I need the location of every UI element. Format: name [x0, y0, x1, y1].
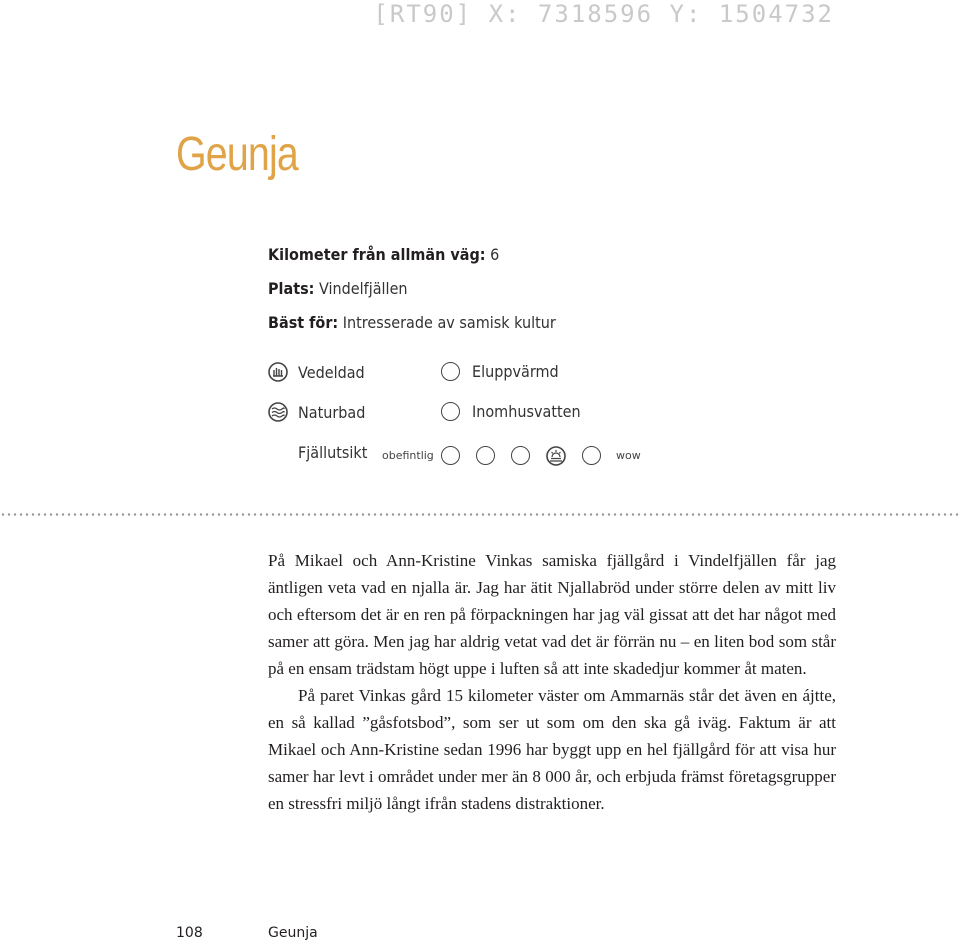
- dotted-divider: [0, 513, 960, 516]
- page-number: 108: [176, 925, 203, 941]
- fact-label: Bäst för:: [268, 313, 339, 332]
- fact-location: [268, 272, 556, 306]
- rating-dot-5: [582, 446, 601, 465]
- fact-list: [268, 238, 588, 340]
- rating-dot-3: [511, 446, 530, 465]
- amenity-label: Vedeldad: [298, 362, 365, 382]
- water-waves-icon: [268, 402, 288, 422]
- amenity-label: Naturbad: [298, 402, 366, 422]
- rating-max-label: wow: [616, 449, 641, 462]
- rating-label: Fjällutsikt: [298, 443, 368, 462]
- fact-value: Intresserade av samisk kultur: [342, 313, 556, 332]
- amenity-label: Eluppvärmd: [472, 362, 559, 381]
- mountain-sunrise-icon: [546, 446, 566, 466]
- coordinate-readout: [RT90] X: 7318596 Y: 1504732: [373, 0, 834, 28]
- amenity-wood-fired: [268, 362, 372, 382]
- fact-label: Plats:: [268, 279, 315, 298]
- page-title: Geunja: [176, 128, 299, 181]
- article-body: [268, 547, 836, 817]
- mountain-view-label: [298, 443, 375, 462]
- fact-value: Vindelfjällen: [319, 279, 408, 298]
- fact-distance: [268, 238, 556, 272]
- empty-circle-icon: [441, 402, 460, 421]
- paragraph: På Mikael och Ann-Kristine Vinkas samiska fjällgård i Vindelfjällen får jag äntligen veta vad en njalla är. Jag har ätit Njallabröd under större delen av mitt liv och eftersom det är en ren på förpackningen har jag väl gissat att det har något med samer att göra. Men jag har aldrig vetat vad det är förrän nu – en liten bod som står på en ensam trädstam högt uppe i luften så att inte skadedjur kommer åt maten.: [268, 551, 836, 678]
- rating-dot-2: [476, 446, 495, 465]
- amenity-label: Inomhusvatten: [472, 402, 581, 421]
- sauna-icon: [268, 362, 288, 382]
- amenity-natural-bath: [268, 402, 373, 422]
- empty-circle-icon: [441, 362, 460, 381]
- running-title: Geunja: [268, 925, 318, 941]
- amenity-electric: [441, 362, 568, 381]
- fact-label: Kilometer från allmän väg:: [268, 245, 486, 264]
- rating-dot-1: [441, 446, 460, 465]
- paragraph: På paret Vinkas gård 15 kilometer väster om Ammarnäs står det även en ájtte, en så kallad ”gåsfotsbod”, som ser ut som om den ska gå iväg. Faktum är att Mikael och Ann-Kristine sedan 1996 har byggt upp en hel fjällgård för att visa hur samer har levt i området under mer än 8 000 år, och erbjuda främst företagsgrupper en stressfri miljö långt ifrån stadens distraktioner.: [268, 686, 836, 813]
- amenity-indoor-water: [441, 402, 593, 421]
- rating-min-label: obefintlig: [382, 449, 434, 462]
- fact-best-for: [268, 306, 556, 340]
- fact-value: 6: [490, 245, 500, 264]
